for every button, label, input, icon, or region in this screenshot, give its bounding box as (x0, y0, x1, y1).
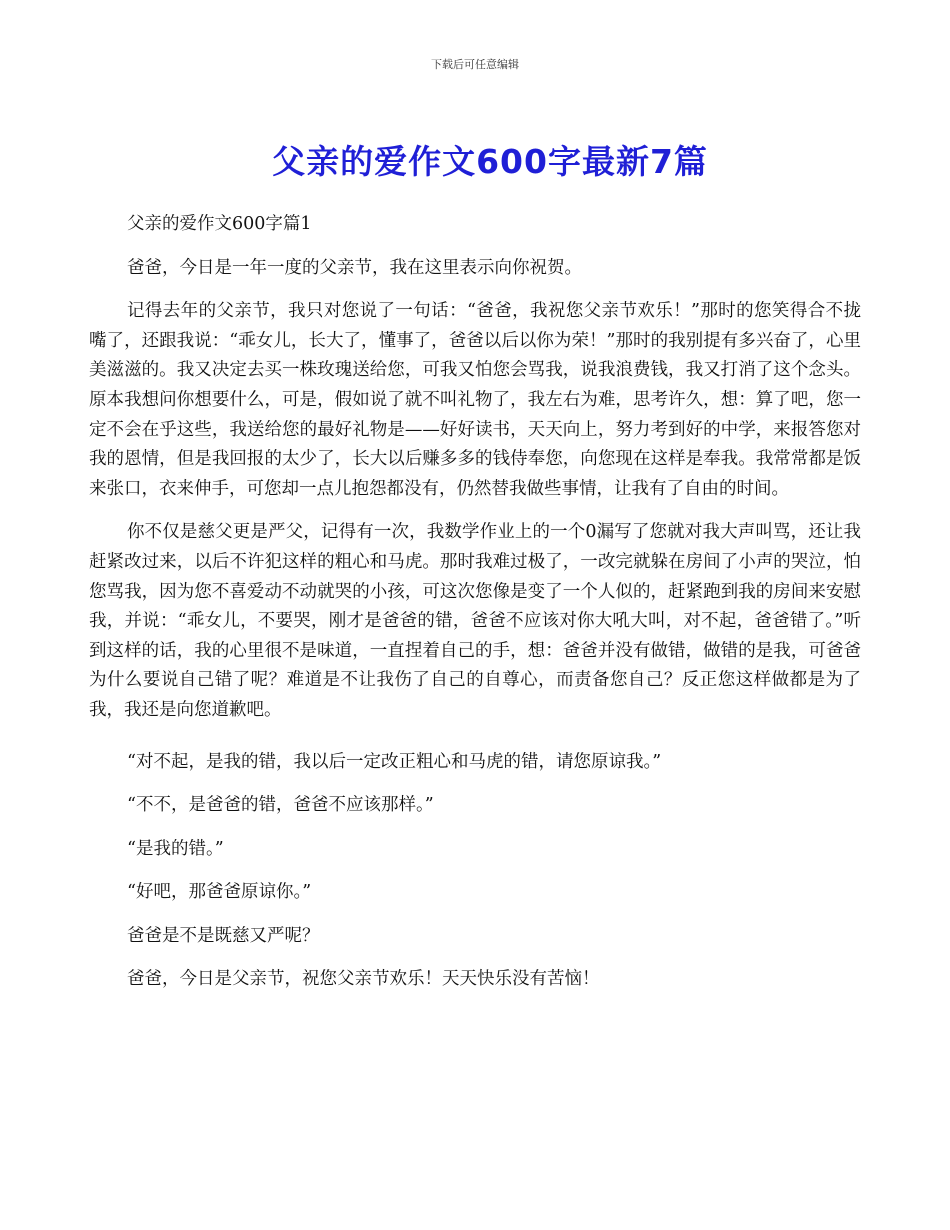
paragraph: 你不仅是慈父更是严父，记得有一次，我数学作业上的一个0漏写了您就对我大声叫骂，还让我赶紧改过来，以后不许犯这样的粗心和马虎。那时我难过极了，一改完就躲在房间了小声的哭泣，怕您骂我，因为您不喜爱动不动就哭的小孩，可这次您像是变了一个人似的，赶紧跑到我的房间来安慰我，并说：“乖女儿，不要哭，刚才是爸爸的错，爸爸不应该对你大吼大叫，对不起，爸爸错了。”听到这样的话，我的心里很不是味道，一直捏着自己的手，想：爸爸并没有做错，做错的是我，可爸爸为什么要说自己错了呢？难道是不让我伤了自己的自尊心，而责备您自己？反正您这样做都是为了我，我还是向您道歉吧。 (89, 522, 861, 720)
document-body (89, 210, 861, 1009)
dialogue-line: “不不，是爸爸的错，爸爸不应该那样。” (127, 795, 434, 816)
dialogue-line: “是我的错。” (127, 838, 224, 859)
section-heading: 父亲的爱作文600字篇1 (127, 214, 312, 234)
dialogue-line: “对不起，是我的错，我以后一定改正粗心和马虎的错，请您原谅我。” (127, 751, 662, 772)
document-title: 父亲的爱作文600字最新7篇 (272, 142, 708, 181)
paragraph: 爸爸，今日是父亲节，祝您父亲节欢乐！天天快乐没有苦恼！ (127, 969, 600, 990)
page-header-note: 下载后可任意编辑 (431, 58, 519, 71)
paragraph: 记得去年的父亲节，我只对您说了一句话：“爸爸，我祝您父亲节欢乐！”那时的您笑得合不拢嘴了，还跟我说：“乖女儿，长大了，懂事了，爸爸以后以你为荣！”那时的我别提有多兴奋了，心里美滋滋的。我又决定去买一株玫瑰送给您，可我又怕您会骂我，说我浪费钱，我又打消了这个念头。原本我想问你想要什么，可是，假如说了就不叫礼物了，我左右为难，思考许久，想：算了吧，您一定不会在乎这些，我送给您的最好礼物是——好好读书，天天向上，努力考到好的中学，来报答您对我的恩情，但是我回报的太少了，长大以后赚多多的钱侍奉您，向您现在这样是奉我。我常常都是饭来张口，衣来伸手，可您却一点儿抱怨都没有，仍然替我做些事情，让我有了自由的时间。 (89, 301, 861, 499)
paragraph: 爸爸是不是既慈又严呢？ (127, 925, 320, 946)
paragraph: 爸爸，今日是一年一度的父亲节，我在这里表示向你祝贺。 (127, 257, 582, 278)
dialogue-line: “好吧，那爸爸原谅你。” (127, 882, 312, 903)
